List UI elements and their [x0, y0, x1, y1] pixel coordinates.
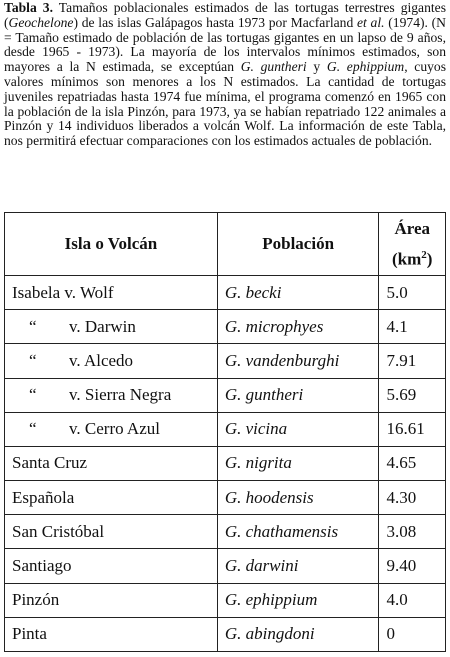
cell-area: 0 — [379, 617, 446, 651]
caption-species-2: G. ephippium — [326, 59, 405, 75]
cell-place — [5, 412, 218, 446]
table-row — [5, 378, 446, 412]
header-area-label: Área — [394, 218, 431, 238]
place-name: v. Cerro Azul — [69, 419, 160, 439]
cell-area: 9.40 — [379, 549, 446, 583]
ditto-mark: “ — [29, 385, 37, 405]
caption-text-5: , cuyos valores mínimos son menores a los N estimados. La cantidad de tortugas juveniles repatriadas hasta 1974 fue mínima, el programa comenzó en 1965 con la población de la isla Pinzón, para 1973, ya se habían repatriado 122 animales a Pinzón y 14 individuos liberados a volcán Wolf. La información de este Tabla, nos permitirá efectuar comparaciones con los estimados actuales de población. — [4, 59, 447, 149]
cell-species: G. microphyes — [217, 310, 379, 344]
cell-species: G. abingdoni — [217, 617, 379, 651]
header-area-sup: 2 — [421, 248, 427, 261]
header-island: Isla o Volcán — [5, 213, 218, 276]
table-caption — [4, 1, 446, 149]
caption-text-4: y — [306, 59, 327, 75]
place-name: San Cristóbal — [12, 521, 105, 541]
cell-species: G. vicina — [217, 412, 379, 446]
cell-species: G. becki — [217, 276, 379, 310]
header-area-unit: (km — [392, 249, 422, 269]
cell-area: 3.08 — [379, 515, 446, 549]
cell-area: 4.30 — [379, 481, 446, 515]
table-row — [5, 583, 446, 617]
table-row — [5, 549, 446, 583]
ditto-mark: “ — [29, 419, 37, 439]
cell-area: 5.69 — [379, 378, 446, 412]
cell-area: 16.61 — [379, 412, 446, 446]
cell-area: 5.0 — [379, 276, 446, 310]
caption-etal: et al. — [357, 14, 385, 30]
caption-label: Tabla 3. — [4, 0, 53, 15]
caption-text-2: ) de las islas Galápagos hasta 1973 por Macfarland — [73, 14, 357, 30]
cell-area: 4.1 — [379, 310, 446, 344]
cell-place — [5, 344, 218, 378]
cell-place — [5, 310, 218, 344]
place-name: Pinzón — [12, 590, 60, 610]
table-row — [5, 481, 446, 515]
caption-text-1: Tamaños poblacionales estimados de las tortugas terrestres gigantes ( — [4, 0, 446, 30]
cell-species: G. ephippium — [217, 583, 379, 617]
header-area — [379, 213, 446, 276]
cell-species: G. darwini — [217, 549, 379, 583]
table-body — [5, 276, 446, 652]
header-area-close: ) — [426, 249, 433, 269]
cell-species: G. vandenburghi — [217, 344, 379, 378]
cell-place — [5, 549, 218, 583]
place-name: v. Sierra Negra — [69, 385, 172, 405]
table-row — [5, 412, 446, 446]
ditto-mark: “ — [29, 316, 37, 336]
cell-species: G. hoodensis — [217, 481, 379, 515]
place-name: Santa Cruz — [12, 453, 88, 473]
cell-species: G. guntheri — [217, 378, 379, 412]
cell-place — [5, 617, 218, 651]
place-name: v. Darwin — [69, 316, 136, 336]
cell-species: G. chathamensis — [217, 515, 379, 549]
caption-species-1: G. guntheri — [240, 59, 307, 75]
table-header-row — [5, 213, 446, 276]
table-row — [5, 617, 446, 651]
place-name: Pinta — [12, 624, 47, 644]
cell-place — [5, 378, 218, 412]
place-name: Isabela v. Wolf — [12, 282, 114, 302]
place-name: Santiago — [12, 555, 72, 575]
table-row — [5, 276, 446, 310]
caption-text-3: (1974). (N = Tamaño estimado de población de las tortugas gigantes en un lapso de 9 años, desde 1965 - 1973). La mayoría de los intervalos mínimos estimados, son mayores a la N estimada, se exceptúan — [4, 14, 446, 75]
table-row — [5, 446, 446, 480]
cell-place — [5, 446, 218, 480]
caption-genus: Geochelone — [8, 14, 74, 30]
cell-place — [5, 481, 218, 515]
cell-area: 7.91 — [379, 344, 446, 378]
ditto-mark: “ — [29, 350, 37, 370]
population-table — [4, 212, 446, 652]
place-name: v. Alcedo — [69, 350, 134, 370]
header-population: Población — [217, 213, 379, 276]
cell-species: G. nigrita — [217, 446, 379, 480]
cell-area: 4.65 — [379, 446, 446, 480]
table-row — [5, 515, 446, 549]
cell-place — [5, 276, 218, 310]
table-row — [5, 344, 446, 378]
cell-place — [5, 515, 218, 549]
table-row — [5, 310, 446, 344]
cell-place — [5, 583, 218, 617]
place-name: Española — [12, 487, 75, 507]
cell-area: 4.0 — [379, 583, 446, 617]
